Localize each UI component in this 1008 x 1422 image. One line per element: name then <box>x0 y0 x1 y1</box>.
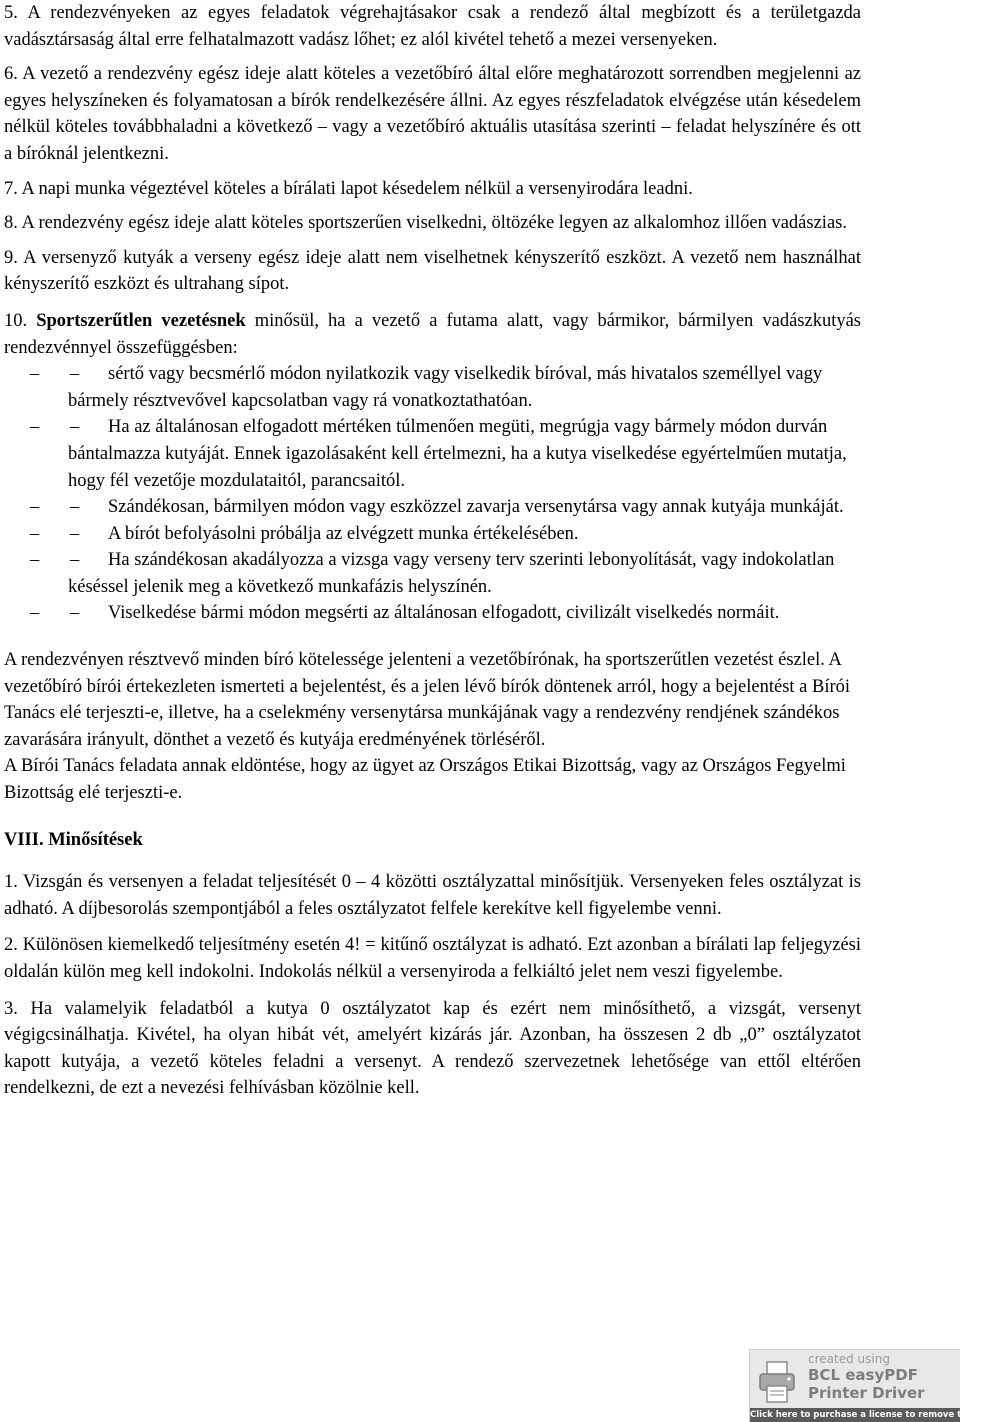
dash-marker: – – <box>30 550 80 571</box>
list-item <box>4 521 861 548</box>
watermark-purchase-link[interactable]: Click here to purchase a license to remove this image <box>750 1410 1008 1420</box>
list-item-text: Szándékosan, bármilyen módon vagy eszközzel zavarja versenytársa vagy annak kutyája munkáját. <box>108 497 844 518</box>
paragraph-10 <box>4 308 861 361</box>
paragraph-5: 5. A rendezvényeken az egyes feladatok végrehajtásakor csak a rendező által megbízott és a területgazda vadásztársaság által erre felhatalmazott vadász lőhet; ez alól kivétel tehető a mezei versenyeken. <box>4 3 861 50</box>
paragraph-10-term: Sportszerűtlen vezetésnek <box>36 310 246 331</box>
report-paragraph-1: A rendezvényen résztvevő minden bíró kötelessége jelenteni a vezetőbírónak, ha sportszerűtlen vezetést észlel. A vezetőbíró bírói értekezleten ismerteti a bejelentést, és a jelen lévő bírók döntenek arról, hogy a bejelentést a Bírói Tanács elé terjeszti-e, illetve, ha a cselekmény versenytársa munkájának vagy a rendezvény rendjének szándékos zavarására irányult, dönthet a vezető és kutyája eredményének törléséről. <box>4 650 851 750</box>
dash-marker: – – <box>30 364 80 385</box>
list-item <box>4 547 861 600</box>
watermark-product-type: Printer Driver <box>808 1384 925 1402</box>
list-item <box>4 361 861 414</box>
paragraph-6: 6. A vezető a rendezvény egész ideje alatt köteles a vezetőbíró által előre meghatározott sorrendben megjelenni az egyes helyszíneken és folyamatosan a bírók rendelkezésére állni. Az egyes részfeladatok elvégzése után késedelem nélkül köteles továbbhaladni a következő – vagy a vezetőbíró aktuális utasítása szerinti – feladat helyszínére és ott a bíróknál jelentkezni. <box>4 64 861 164</box>
paragraph-10-number: 10. <box>4 310 37 331</box>
list-item-text: sértő vagy becsmérlő módon nyilatkozik vagy viselkedik bíróval, más hivatalos személlyel vagy bármely résztvevővel kapcsolatban vagy rá vonatkoztathatóan. <box>68 364 823 411</box>
paragraph-10-text: minősül, ha a vezető a futama alatt, vagy bármikor, bármilyen vadászkutyás rendezvénnyel összefüggésben: <box>4 310 862 358</box>
list-item <box>4 494 861 521</box>
unsporting-conduct-list <box>4 361 861 627</box>
report-paragraph-2: A Bírói Tanács feladata annak eldöntése, hogy az ügyet az Országos Etikai Bizottság, vagy az Országos Fegyelmi Bizottság elé terjeszti-e. <box>4 756 846 804</box>
section-heading: VIII. Minősítések <box>4 829 143 850</box>
rating-rule-2: 2. Különösen kiemelkedő teljesítmény esetén 4! = kitűnő osztályzat is adható. Ezt azonban a bírálati lap feljegyzési oldalán külön meg kell indokolni. Indokolás nélkül a versenyiroda a felkiáltó jelet nem veszi figyelembe. <box>4 935 861 982</box>
rating-rule-1: 1. Vizsgán és versenyen a feladat teljesítését 0 – 4 közötti osztályzattal minősítjük. Versenyeken feles osztályzat is adható. A díjbesorolás szempontjából a feles osztályzatot felfele kerekítve kell figyelembe venni. <box>4 872 861 919</box>
dash-marker: – – <box>30 497 80 518</box>
paragraph-7: 7. A napi munka végeztével köteles a bírálati lapot késedelem nélkül a versenyirodára leadni. <box>4 178 693 199</box>
paragraph-9: 9. A versenyző kutyák a verseny egész ideje alatt nem viselhetnek kényszerítő eszközt. A vezető nem használhat kényszerítő eszközt és ultrahang sípot. <box>4 247 861 295</box>
list-item-text: Ha szándékosan akadályozza a vizsga vagy verseny terv szerinti lebonyolítását, vagy indokolatlan késéssel jelenik meg a következő munkafázis helyszínén. <box>68 550 835 597</box>
list-item-text: Ha az általánosan elfogadott mértéken túlmenően megüti, megrúgja vagy bármely módon durván bántalmazza kutyáját. Ennek igazolásaként kell értelmezni, ha a kutya viselkedése egyértelműen mutatja, hogy fél vezetője mozdulataitól, parancsaitól. <box>68 417 847 491</box>
dash-marker: – – <box>30 603 80 624</box>
list-item <box>4 600 861 627</box>
list-item <box>4 414 861 494</box>
dash-marker: – – <box>30 523 80 544</box>
watermark-created-using: created using <box>808 1352 890 1366</box>
dash-marker: – – <box>30 417 80 438</box>
watermark-product-name: BCL easyPDF <box>808 1366 918 1384</box>
paragraph-8: 8. A rendezvény egész ideje alatt köteles sportszerűen viselkedni, öltözéke legyen az alkalomhoz illően vadászias. <box>4 213 847 234</box>
document-page <box>4 0 861 1102</box>
watermark-banner[interactable] <box>749 1349 1008 1422</box>
printer-icon <box>758 1360 796 1404</box>
list-item-text: A bírót befolyásolni próbálja az elvégzett munka értékelésében. <box>108 523 579 544</box>
rating-rule-3: 3. Ha valamelyik feladatból a kutya 0 osztályzatot kap és ezért nem minősíthető, a vizsgát, versenyt végigcsinálhatja. Kivétel, ha olyan hibát vét, amelyért kizárás jár. Azonban, ha összesen 2 db „0” osztályzatot kapott kutyája, a vezető köteles feladni a versenyt. A rendező szervezetnek lehetősége van ettől eltérően rendelkezni, de ezt a nevezési felhívásban közölnie kell. <box>4 998 861 1099</box>
list-item-text: Viselkedése bármi módon megsérti az általánosan elfogadott, civilizált viselkedés normáit. <box>108 603 780 624</box>
